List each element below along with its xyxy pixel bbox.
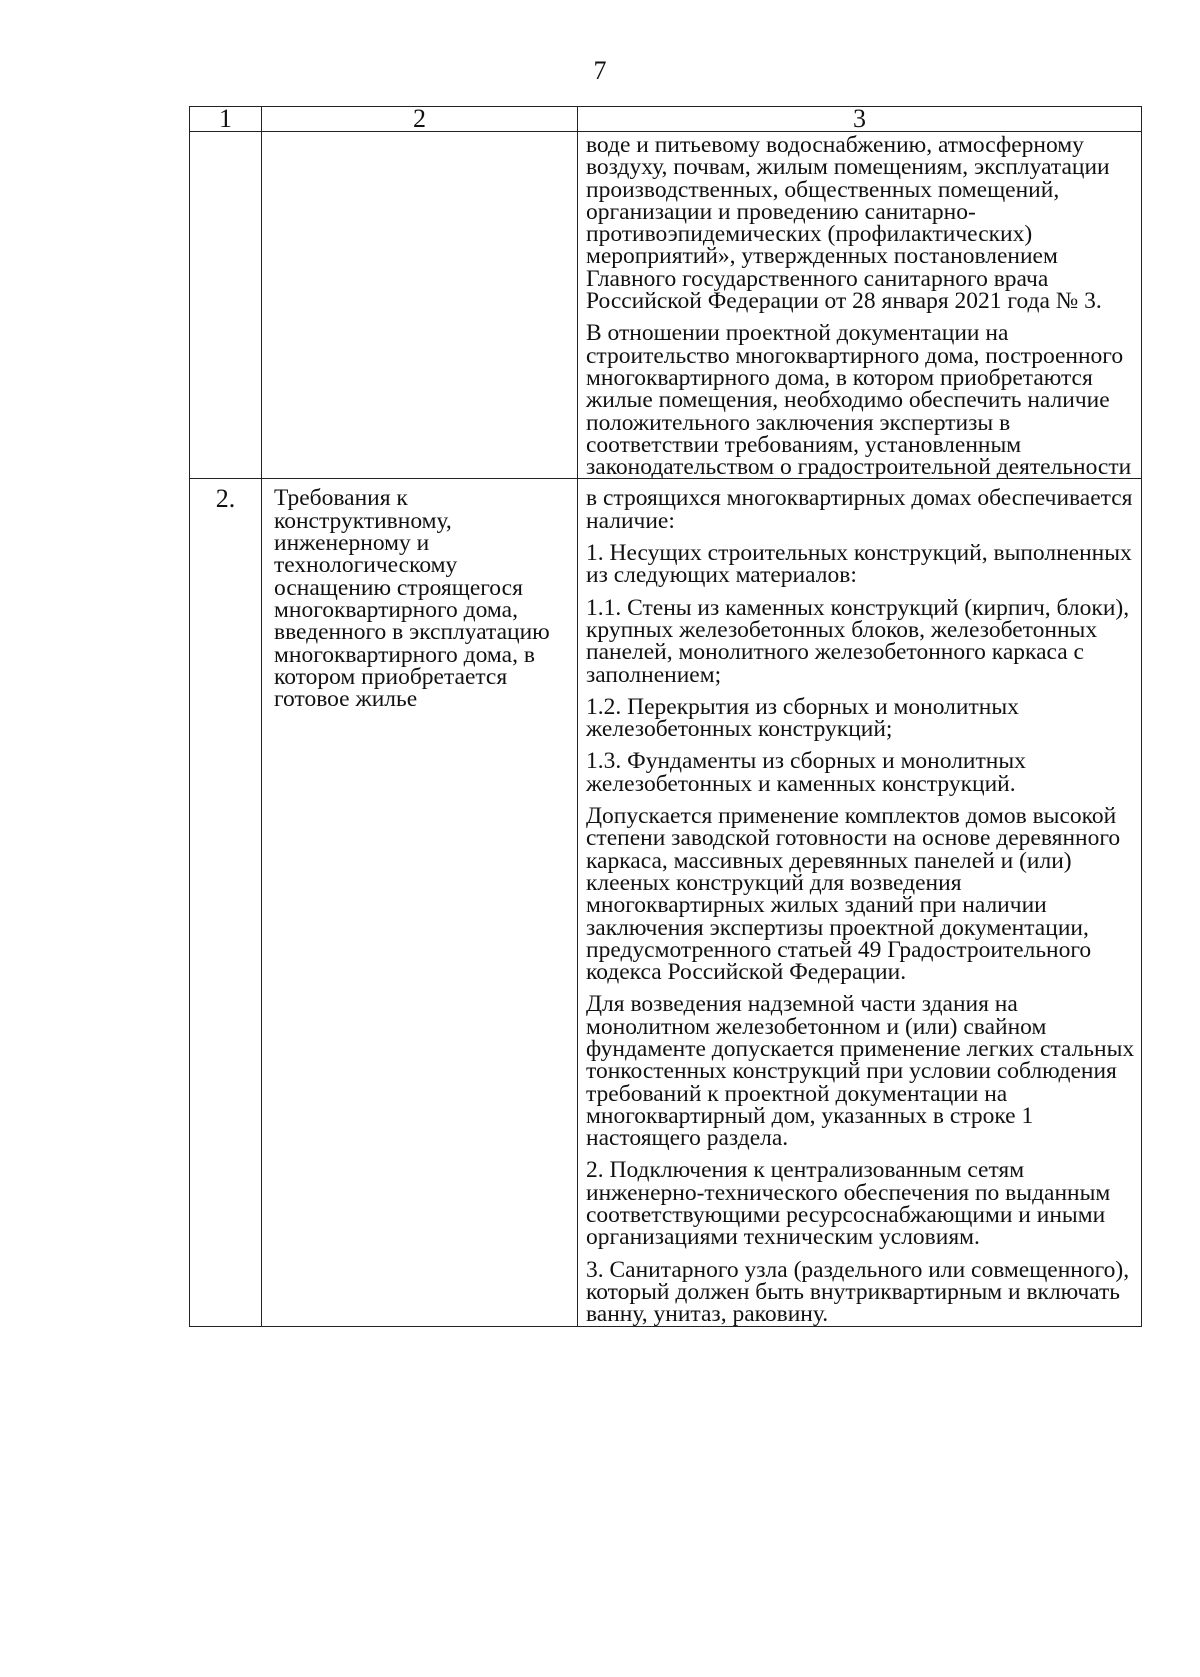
content-paragraph: воде и питьевому водоснабжению, атмосферному воздуху, почвам, жилым помещениям, эксплуатации производственных, общественных помещений, организации и проведению санитарно-противоэпидемических (профилактических) мероприятий», утвержденных постановлением Главного государственного санитарного врача Российской Федерации от 28 января 2021 года № 3. [586,132,1110,315]
column-header-2: 2 [262,107,578,132]
requirements-table [189,106,1142,1327]
content-paragraph: 1.3. Фундаменты из сборных и монолитных железобетонных и каменных конструкций. [586,748,1026,797]
row-content [578,132,1142,479]
page-number: 7 [593,56,607,85]
row-title: Требования к конструктивному, инженерному и технологическому оснащению строящегося многоквартирного дома, введенного в эксплуатацию многоквартирного дома, в котором приобретается готовое жилье [262,479,578,1326]
row-title [262,132,578,479]
content-paragraph: 1. Несущих строительных конструкций, выполненных из следующих материалов: [586,540,1132,589]
content-paragraph: 1.2. Перекрытия из сборных и монолитных железобетонных конструкций; [586,693,1019,743]
row-content [578,479,1142,1326]
row-number: 2. [190,479,262,1326]
column-header-3: 3 [578,107,1142,132]
content-paragraph: в строящихся многоквартирных домах обеспечивается наличие: [586,485,1133,534]
table-row [190,132,1142,479]
content-paragraph: 1.1. Стены из каменных конструкций (кирпич, блоки), крупных железобетонных блоков, железобетонных панелей, монолитного железобетонного каркаса с заполнением; [586,594,1130,688]
content-paragraph: В отношении проектной документации на строительство многоквартирного дома, построенного многоквартирного дома, в котором приобретаются жилые помещения, необходимо обеспечить наличие положительного заключения экспертизы в соответствии требованиям, установленным законодательством о градостроительной деятельности [586,320,1132,481]
table-row [190,479,1142,1326]
table-header-row [190,107,1142,132]
content-paragraph: Допускается применение комплектов домов высокой степени заводской готовности на основе деревянного каркаса, массивных деревянных панелей и (или) клееных конструкций для возведения многоквартирных жилых зданий при наличии заключения экспертизы проектной документации, предусмотренного статьей 49 Градостроительного кодекса Российской Федерации. [586,803,1121,986]
column-header-1: 1 [190,107,262,132]
row-number [190,132,262,479]
content-paragraph: 2. Подключения к централизованным сетям инженерно-технического обеспечения по выданным соответствующими ресурсоснабжающими и иными организациями техническим условиям. [586,1157,1111,1251]
content-paragraph: Для возведения надземной части здания на монолитном железобетонном и (или) свайном фундаменте допускается применение легких стальных тонкостенных конструкций при условии соблюдения требований к проектной документации на многоквартирный дом, указанных в строке 1 настоящего раздела. [586,991,1135,1152]
content-paragraph: 3. Санитарного узла (раздельного или совмещенного), который должен быть внутриквартирным и включать ванну, унитаз, раковину. [586,1256,1130,1328]
